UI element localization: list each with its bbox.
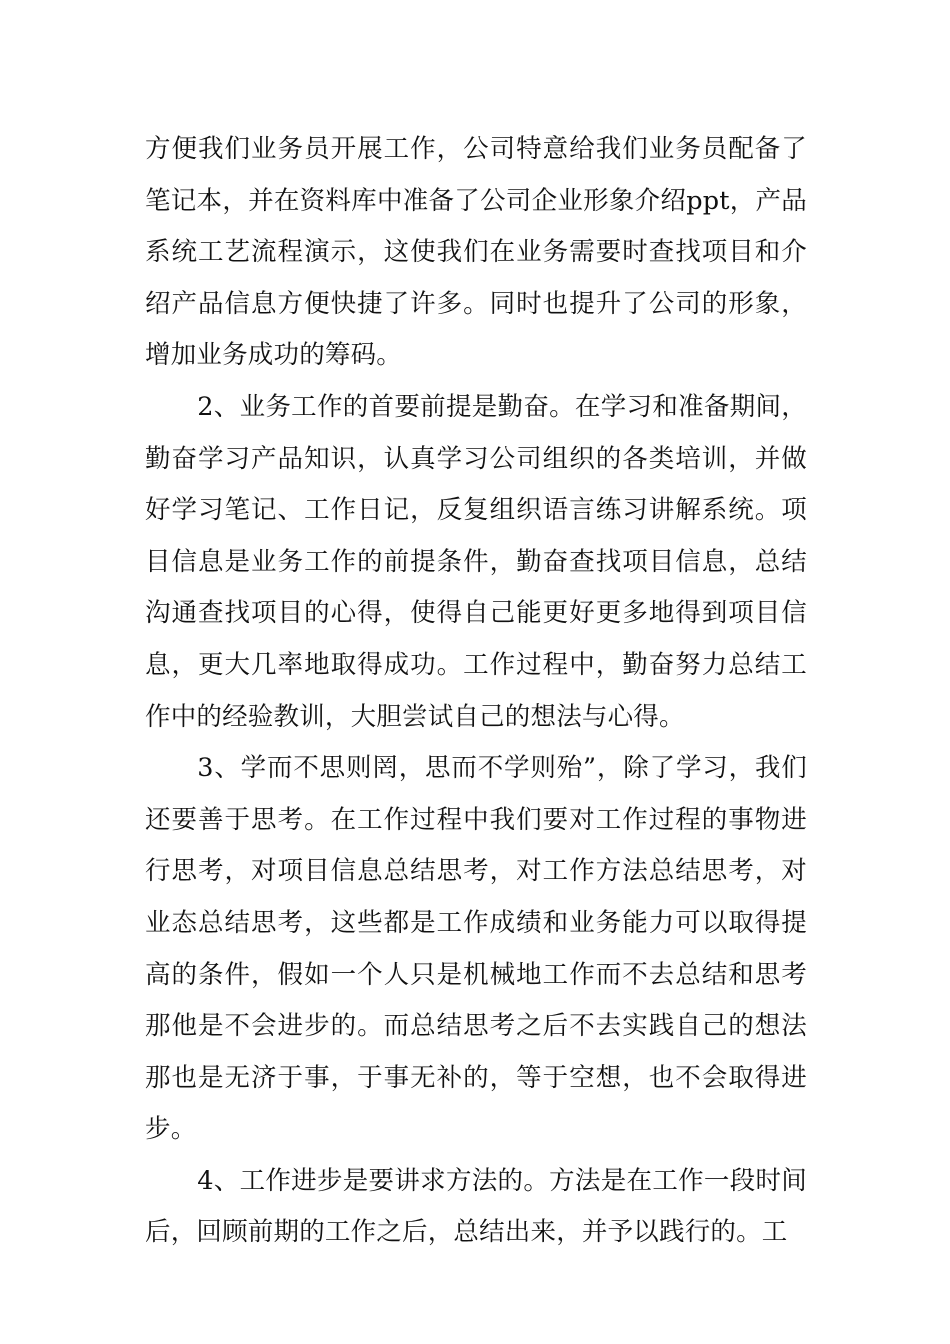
- paragraph-item-2: 2、业务工作的首要前提是勤奋。在学习和准备期间，勤奋学习产品知识，认真学习公司组织的各类培训，并做好学习笔记、工作日记，反复组织语言练习讲解系统。项目信息是业务工作的前提条件，勤奋查找项目信息，总结沟通查找项目的心得，使得自己能更好更多地得到项目信息，更大几率地取得成功。工作过程中，勤奋努力总结工作中的经验教训，大胆尝试自己的想法与心得。: [145, 391, 807, 732]
- document-body: [145, 124, 807, 1259]
- paragraph-item-3: 3、学而不思则罔，思而不学则殆”，除了学习，我们还要善于思考。在工作过程中我们要对工作过程的事物进行思考，对项目信息总结思考，对工作方法总结思考，对业态总结思考，这些都是工作成绩和业务能力可以取得提高的条件，假如一个人只是机械地工作而不去总结和思考那他是不会进步的。而总结思考之后不去实践自己的想法那也是无济于事，于事无补的，等于空想，也不会取得进步。: [145, 753, 807, 1145]
- paragraph-item-4: 4、工作进步是要讲求方法的。方法是在工作一段时间后，回顾前期的工作之后，总结出来，并予以践行的。工: [145, 1165, 807, 1248]
- paragraph-continuation: 方便我们业务员开展工作，公司特意给我们业务员配备了笔记本，并在资料库中准备了公司企业形象介绍ppt，产品系统工艺流程演示，这使我们在业务需要时查找项目和介绍产品信息方便快捷了许多。同时也提升了公司的形象，增加业务成功的筹码。: [145, 134, 807, 371]
